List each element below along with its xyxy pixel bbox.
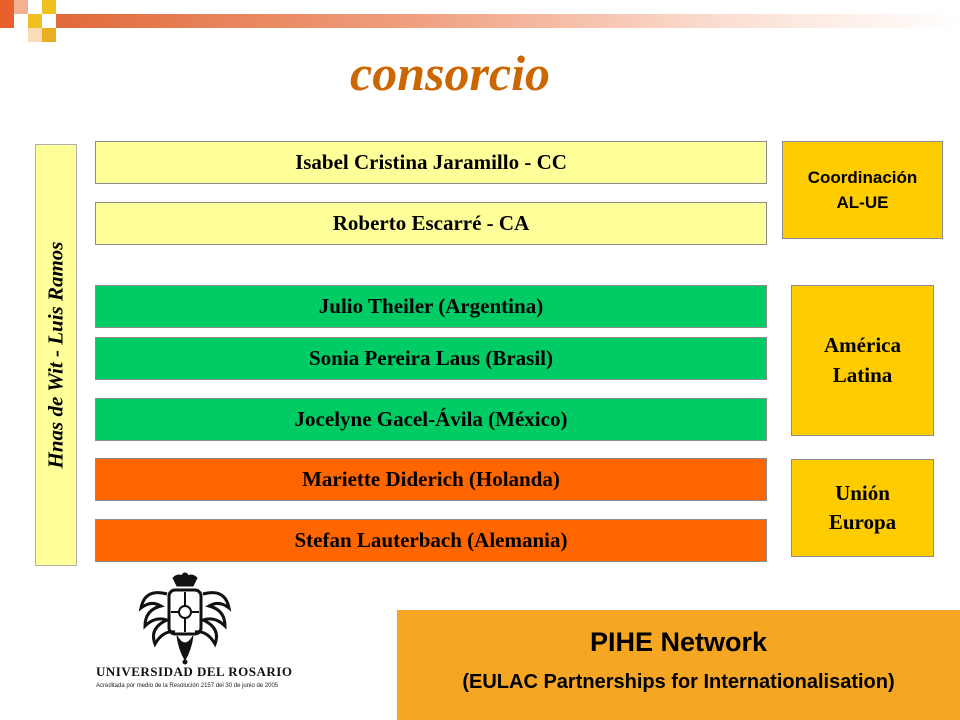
pihe-subtitle: (EULAC Partnerships for Internationalisation) bbox=[462, 671, 895, 693]
group-america-latina-line1: América bbox=[824, 333, 901, 358]
header-square-light bbox=[28, 28, 42, 42]
header-square-gold-2 bbox=[28, 14, 42, 28]
member-box-lauterbach: Stefan Lauterbach (Alemania) bbox=[95, 519, 767, 562]
group-america-latina-line2: Latina bbox=[832, 362, 893, 387]
group-union-europa-line1: Unión bbox=[835, 480, 890, 505]
vertical-label: Hnas de Wit - Luis Ramos bbox=[43, 241, 68, 469]
member-box-escarre: Roberto Escarré - CA bbox=[95, 202, 767, 245]
slide-title: consorcio bbox=[350, 45, 550, 101]
header-square-orange bbox=[0, 0, 14, 28]
pihe-title: PIHE Network bbox=[589, 627, 768, 657]
university-name: UNIVERSIDAD DEL ROSARIO bbox=[96, 664, 293, 679]
group-coordinacion-line2: AL-UE bbox=[836, 193, 889, 212]
header-square-peach bbox=[14, 0, 28, 14]
header-square-gold-3 bbox=[42, 28, 56, 42]
group-coordinacion-line1: Coordinación bbox=[807, 167, 918, 187]
header-gradient-bar bbox=[56, 14, 960, 28]
member-box-theiler: Julio Theiler (Argentina) bbox=[95, 285, 767, 328]
pihe-network-banner bbox=[397, 610, 960, 720]
member-box-jaramillo: Isabel Cristina Jaramillo - CC bbox=[95, 141, 767, 184]
group-box-union-europa bbox=[791, 459, 934, 557]
group-box-america-latina bbox=[791, 285, 934, 436]
group-union-europa-line2: Europa bbox=[828, 510, 897, 534]
group-box-coordinacion bbox=[782, 141, 943, 239]
university-accreditation: Acreditada por medio de la Resolución 2157 del 30 de junio de 2005 bbox=[96, 683, 279, 689]
member-box-pereira-laus: Sonia Pereira Laus (Brasil) bbox=[95, 337, 767, 380]
member-box-gacel-avila: Jocelyne Gacel-Ávila (México) bbox=[95, 398, 767, 441]
vertical-label-box bbox=[35, 144, 77, 566]
member-box-diderich: Mariette Diderich (Holanda) bbox=[95, 458, 767, 501]
header-square-gold bbox=[42, 0, 56, 14]
